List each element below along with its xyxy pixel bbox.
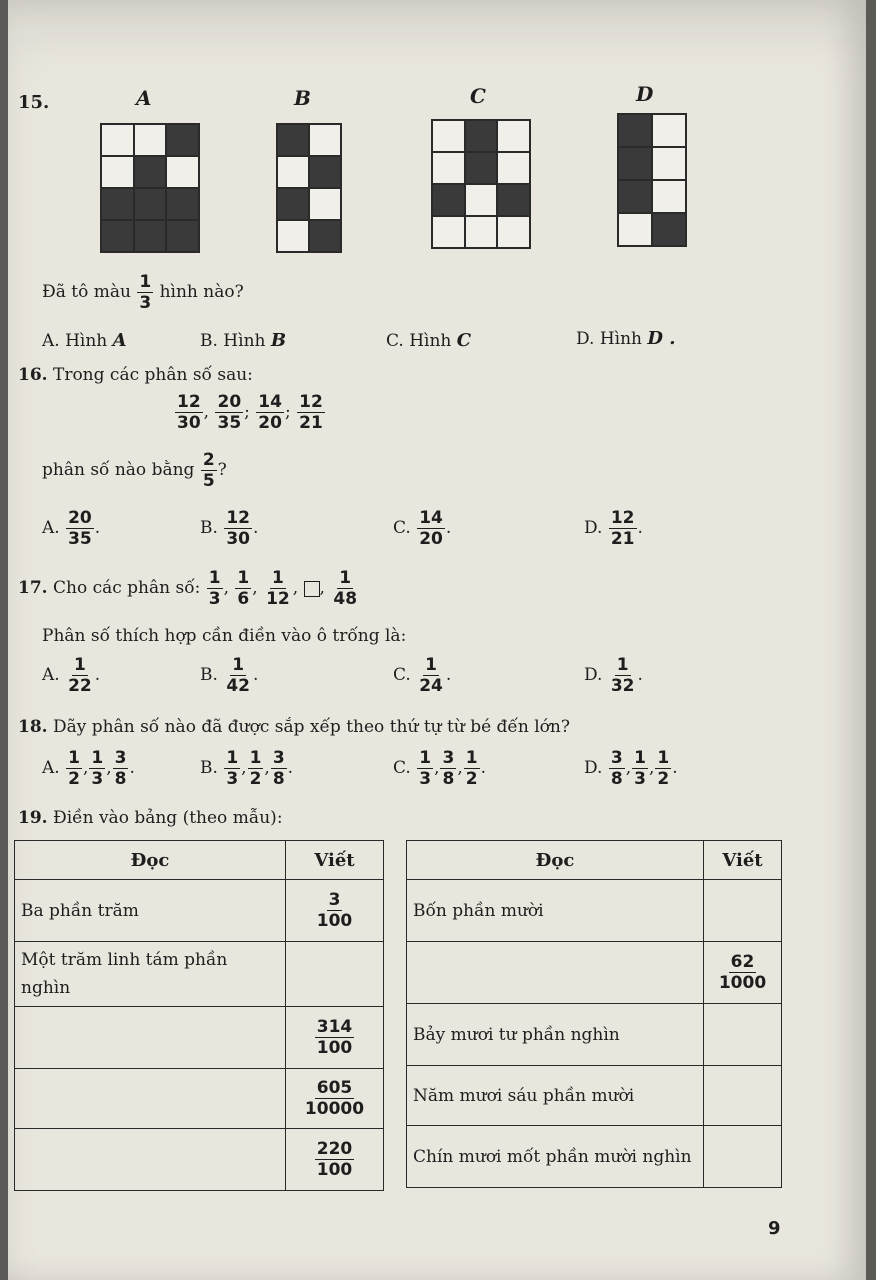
left-r2-write-blank[interactable]: [286, 942, 384, 1007]
q19-heading: 19. Điền vào bảng (theo mẫu):: [18, 808, 283, 828]
q18-option-b: B. $\frac{1}{3}$ , $\frac{1}{2}$ , $\frac{3}{8}$ .: [200, 748, 294, 789]
right-r4-read: Năm mươi sáu phần mười: [407, 1066, 704, 1126]
left-r3-write: $\frac{314}{100}$: [286, 1007, 384, 1069]
q18-option-d: D. $\frac{3}{8}$ , $\frac{1}{3}$ , $\frac{1}{2}$ .: [584, 748, 678, 789]
right-r1-write-blank[interactable]: [704, 880, 782, 942]
q15-option-b: B. Hình B: [200, 330, 287, 351]
q19-table-left: [14, 840, 384, 1191]
col-read-header: Đọc: [15, 841, 286, 880]
worksheet-page: [8, 0, 866, 1280]
left-r5-read-blank[interactable]: [15, 1129, 286, 1191]
figure-b-grid: [276, 123, 342, 253]
q18-option-a: A. $\frac{1}{2}$ , $\frac{1}{3}$ , $\frac{3}{8}$ .: [42, 748, 135, 789]
col-write-header-right: Viết: [704, 841, 782, 880]
q17-heading: 17. Cho các phân số: $\frac{1}{3}$ , $\frac{1}{6}$ , $\frac{1}{12}$ , , $\frac{1}{48}$: [18, 568, 358, 609]
figure-label-b: B: [294, 86, 311, 110]
q18-heading: 18. Dãy phân số nào đã được sắp xếp theo thứ tự từ bé đến lớn?: [18, 717, 570, 737]
figure-label-a: A: [136, 86, 152, 110]
col-read-header-right: Đọc: [407, 841, 704, 880]
left-r5-write: $\frac{220}{100}$: [286, 1129, 384, 1191]
q15-number: 15.: [18, 92, 50, 113]
q15-option-c: C. Hình C: [386, 330, 472, 351]
left-r2-read: Một trăm linh tám phần nghìn: [15, 942, 286, 1007]
q17-option-b: B. $\frac{1}{42}$ .: [200, 655, 259, 696]
q15-option-a: A. Hình A: [42, 330, 127, 351]
right-r5-write-blank[interactable]: [704, 1126, 782, 1188]
right-r1-read: Bốn phần mười: [407, 880, 704, 942]
left-r4-write: $\frac{605}{10000}$: [286, 1069, 384, 1129]
q15-question-pre: Đã tô màu: [42, 282, 131, 302]
q17-option-c: C. $\frac{1}{24}$ .: [393, 655, 452, 696]
figure-c-grid: [431, 119, 531, 249]
q15-fraction: $\frac{1}{3}$: [139, 272, 152, 313]
q15-option-d: D. Hình D .: [576, 328, 676, 349]
blank-box: [304, 581, 320, 597]
q18-option-c: C. $\frac{1}{3}$ , $\frac{3}{8}$ , $\frac{1}{2}$ .: [393, 748, 486, 789]
q16-fraction-list: $\frac{12}{30}$ , $\frac{20}{35}$ ; $\frac{14}{20}$ ; $\frac{12}{21}$: [177, 392, 323, 433]
right-r3-read: Bảy mươi tư phần nghìn: [407, 1004, 704, 1066]
right-r4-write-blank[interactable]: [704, 1066, 782, 1126]
q15-question-post: hình nào?: [159, 282, 244, 302]
figure-a-grid: [100, 123, 200, 253]
figure-label-d: D: [636, 82, 654, 106]
q15-question: [42, 272, 244, 313]
figure-d-grid: [617, 113, 687, 247]
col-write-header: Viết: [286, 841, 384, 880]
q17-question: Phân số thích hợp cần điền vào ô trống là:: [42, 626, 407, 646]
right-r2-write: $\frac{62}{1000}$: [704, 942, 782, 1004]
q17-option-d: D. $\frac{1}{32}$ .: [584, 655, 643, 696]
left-r4-read-blank[interactable]: [15, 1069, 286, 1129]
q16-question: phân số nào bằng $\frac{2}{5}$ ?: [42, 450, 227, 491]
q16-option-d: D. $\frac{12}{21}$ .: [584, 508, 643, 549]
q16-option-c: C. $\frac{14}{20}$ .: [393, 508, 452, 549]
q16-option-a: A. $\frac{20}{35}$ .: [42, 508, 101, 549]
q16-heading: 16. Trong các phân số sau:: [18, 365, 253, 385]
left-r1-read: Ba phần trăm: [15, 880, 286, 942]
q17-option-a: A. $\frac{1}{22}$ .: [42, 655, 101, 696]
q16-option-b: B. $\frac{12}{30}$ .: [200, 508, 259, 549]
figure-label-c: C: [470, 84, 486, 108]
right-r3-write-blank[interactable]: [704, 1004, 782, 1066]
left-r1-write: $\frac{3}{100}$: [286, 880, 384, 942]
right-r5-read: Chín mươi mốt phần mười nghìn: [407, 1126, 704, 1188]
right-r2-read-blank[interactable]: [407, 942, 704, 1004]
q19-table-right: [406, 840, 782, 1188]
page-number: 9: [768, 1218, 781, 1239]
left-r3-read-blank[interactable]: [15, 1007, 286, 1069]
